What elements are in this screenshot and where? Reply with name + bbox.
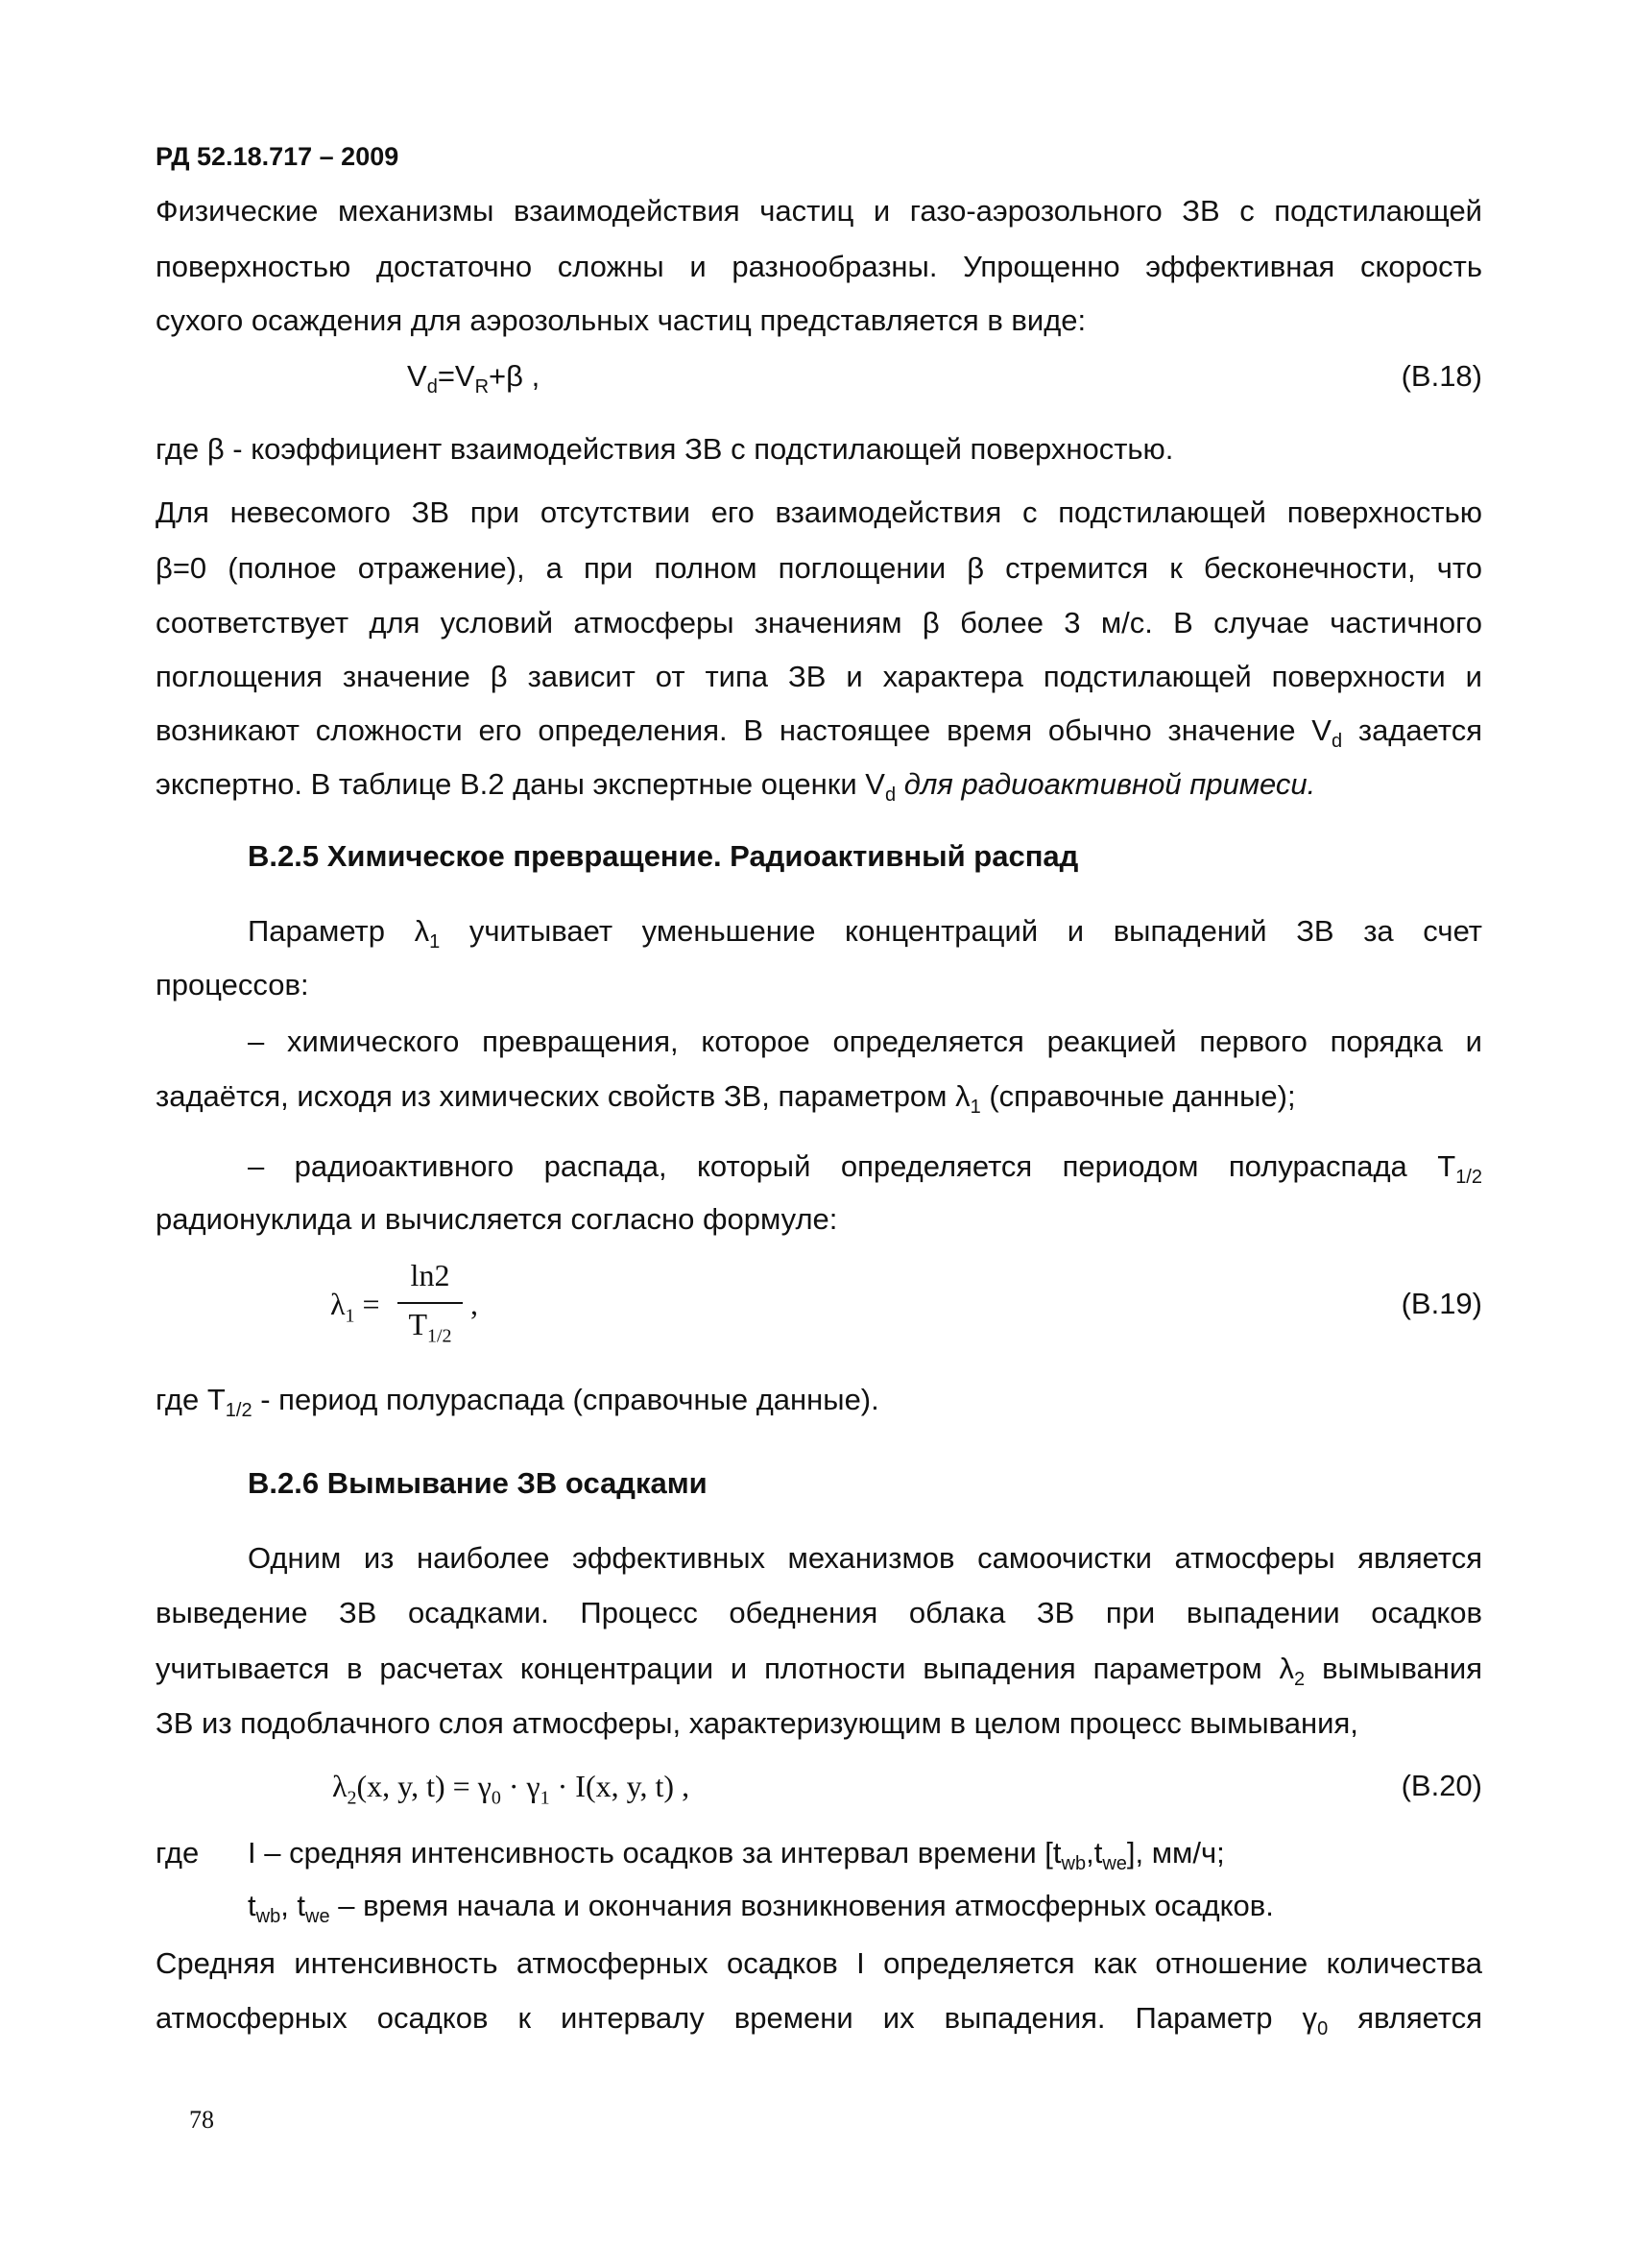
document-page: РД 52.18.717 – 2009 Физические механизмы взаимодействия частиц и газо-аэрозольного ЗВ с подстилающей поверхностью достаточно сложны и разнообразны. Упрощенно эффективная скорость сухого осаждения для аэрозольных частиц представляется в виде: $V_d=V_R+\beta$ , (В.18) где β - коэффициент взаимодействия ЗВ с подстилающей поверхностью. Для невесомого ЗВ при отсутствии его взаимодействия с подстилающей поверхностью β=0 (полное отражение), а при полном поглощении β стремится к бесконечности, что соответствует для условий атмосферы значениям β более 3 м/с. В случае частичного поглощения значение β зависит от типа ЗВ и характера подстилающей поверхности и возникают сложности его определения. В настоящее время обычно значение $V_d$ задается экспертно. В таблице В.2 даны экспертные оценки $V_d$ для радиоактивной примеси. В.2.5 Химическое превращение. Радиоактивный распад Параметр $\lambda_1$ учитывает уменьшение концентраций и выпадений ЗВ за счет процессов: – химического превращения, которое определяется реакцией первого порядка и задаётся, исходя из химических свойств ЗВ, параметром $\lambda_1$ (справочные данные); – радиоактивного распада, который определяется периодом полураспада $T_{1/2}$ радионуклида и вычисляется согласно формуле: $\lambda_1$ = ln2 $T_{1/2}$ , (В.19) где $T_{1/2}$ - период полураспада (справочные данные). В.2.6 Вымывание ЗВ осадками Одним из наиболее эффективных механизмов самоочистки атмосферы является выведение ЗВ осадками. Процесс обеднения облака ЗВ при выпадении осадков учитывается в расчетах концентрации и плотности выпадения параметром $\lambda_2$ вымывания ЗВ из подоблачного слоя атмосферы, характеризующим в целом процесс вымывания, $\lambda_2(x$, y, $t) = \gamma_0 \cdot \gamma_1 \cdot I(x$, y, t) , (В.20) где I – средняя интенсивность осадков за интервал времени $[t_{wb},t_{we}]$, мм/ч; $t_{wb}$, $t_{we}$ – время начала и окончания возникновения атмосферных осадков. Средняя интенсивность атмосферных осадков I определяется как отношение количества атмосферных осадков к интервалу времени их выпадения. Параметр $\gamma_0$ является 78 [0,0,1632,2268]
paragraph-line: возникают сложности его определения. В настоящее время обычно значение $V_d$ задается [156,713,1482,753]
paragraph-line: Физические механизмы взаимодействия частиц и газо-аэрозольного ЗВ с подстилающей [156,194,1482,228]
paragraph-line: экспертно. В таблице В.2 даны экспертные оценки $V_d$ для радиоактивной примеси. [156,767,1316,807]
paragraph-line: учитывается в расчетах концентрации и плотности выпадения параметром $\lambda_2$ вымывания [156,1652,1482,1691]
paragraph-line: где $T_{1/2}$ - период полураспада (справочные данные). [156,1383,879,1422]
equation-number: (В.20) [1401,1769,1482,1802]
paragraph-line: процессов: [156,968,309,1001]
paragraph-line: где β - коэффициент взаимодействия ЗВ с подстилающей поверхностью. [156,432,1174,466]
paragraph-line: Для невесомого ЗВ при отсутствии его взаимодействия с подстилающей поверхностью [156,495,1482,529]
paragraph-line: задаётся, исходя из химических свойств ЗВ, параметром $\lambda_1$ (справочные данные); [156,1079,1296,1119]
equation-number: (В.19) [1401,1287,1482,1320]
paragraph-line: поверхностью достаточно сложны и разнообразны. Упрощенно эффективная скорость [156,250,1482,283]
page-number: 78 [189,2106,214,2134]
paragraph-line: атмосферных осадков к интервалу времени их выпадения. Параметр $\gamma_0$ является [156,2001,1482,2040]
paragraph-line: Одним из наиболее эффективных механизмов самоочистки атмосферы является [248,1541,1482,1575]
equation-b18: $V_d=V_R+\beta$ , [407,359,540,398]
doc-code-header: РД 52.18.717 – 2009 [156,142,399,171]
paragraph-line: сухого осаждения для аэрозольных частиц представляется в виде: [156,303,1087,337]
paragraph-line: Параметр $\lambda_1$ учитывает уменьшение концентраций и выпадений ЗВ за счет [248,914,1482,953]
where-label: где [156,1836,200,1870]
paragraph-line: радионуклида и вычисляется согласно формуле: [156,1202,838,1236]
section-heading: В.2.5 Химическое превращение. Радиоактивный распад [248,839,1079,873]
paragraph-line: поглощения значение β зависит от типа ЗВ и характера подстилающей поверхности и [156,660,1482,693]
equation-number: (В.18) [1401,359,1482,393]
paragraph-line: соответствует для условий атмосферы значениям β более 3 м/с. В случае частичного [156,606,1482,639]
section-heading: В.2.6 Вымывание ЗВ осадками [248,1466,708,1500]
paragraph-line: Средняя интенсивность атмосферных осадков I определяется как отношение количества [156,1946,1482,1980]
paragraph-line: выведение ЗВ осадками. Процесс обеднения облака ЗВ при выпадении осадков [156,1596,1482,1629]
paragraph-line: ЗВ из подоблачного слоя атмосферы, характеризующим в целом процесс вымывания, [156,1706,1358,1740]
paragraph-line: β=0 (полное отражение), а при полном поглощении β стремится к бесконечности, что [156,551,1482,585]
paragraph-line: I – средняя интенсивность осадков за интервал времени $[t_{wb},t_{we}]$, мм/ч; [248,1836,1225,1875]
list-item: – химического превращения, которое определяется реакцией первого порядка и [248,1025,1482,1058]
paragraph-line: $t_{wb}$, $t_{we}$ – время начала и окончания возникновения атмосферных осадков. [248,1889,1274,1928]
equation-b20: $\lambda_2(x$, y, $t) = \gamma_0 \cdot \gamma_1 \cdot I(x$, y, t) , [332,1769,690,1809]
list-item: – радиоактивного распада, который определяется периодом полураспада $T_{1/2}$ [248,1149,1482,1189]
